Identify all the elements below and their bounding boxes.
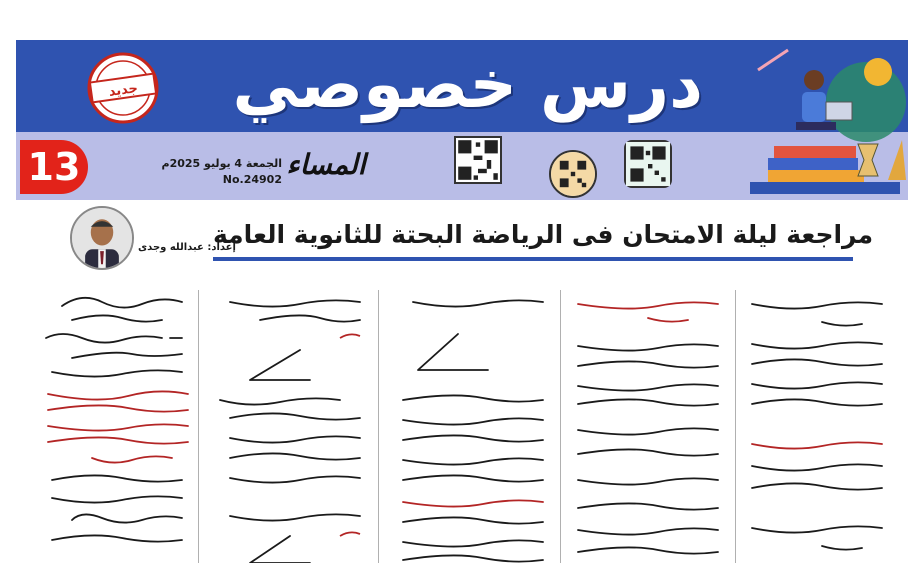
column-divider xyxy=(735,290,736,563)
author-photo xyxy=(70,206,134,270)
newspaper-masthead: المساء xyxy=(286,148,366,181)
date-block xyxy=(112,156,282,188)
qr-code-icon[interactable] xyxy=(454,136,502,184)
article-headline: مراجعة ليلة الامتحان فى الرياضة البحتة للثانوية العامة xyxy=(213,213,853,261)
article-author: إعداد: عبدالله وجدى xyxy=(138,242,236,253)
math-column-2 xyxy=(210,290,370,563)
student-laptop-illustration xyxy=(738,40,908,200)
new-stamp-icon xyxy=(82,50,164,126)
stamp-label: جديد xyxy=(107,81,139,100)
newspaper-header xyxy=(16,40,908,200)
issue-number: No.24902 xyxy=(222,173,282,186)
page-number-badge: 13 xyxy=(20,140,88,194)
column-divider xyxy=(560,290,561,563)
qr-code-icon[interactable] xyxy=(624,140,672,188)
section-title: درس خصوصي xyxy=(232,46,703,123)
math-column-4 xyxy=(568,290,728,563)
math-column-3 xyxy=(388,290,553,563)
column-divider xyxy=(378,290,379,563)
math-column-1 xyxy=(32,290,192,563)
math-column-5 xyxy=(742,290,892,563)
column-divider xyxy=(198,290,199,563)
issue-date: الجمعة 4 يوليو 2025م xyxy=(161,157,282,170)
alarm-clock-qr-icon[interactable] xyxy=(549,150,597,198)
